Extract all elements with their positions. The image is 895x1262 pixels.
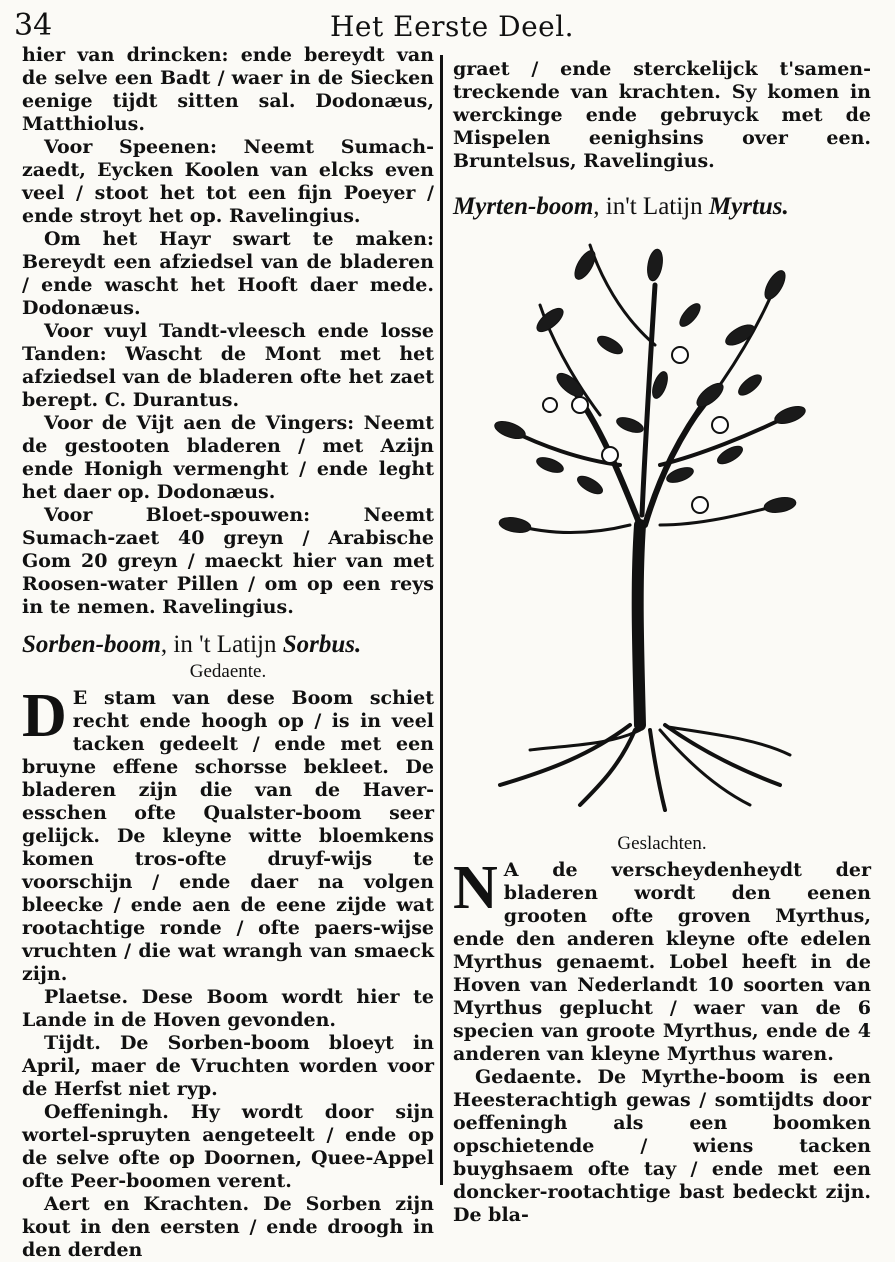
paragraph-text: E stam van dese Boom schiet recht ende hoogh op / is in veel tacken gedeelt / ende met een bruyne effene schorsse bekleet. De bladeren zijn die van de Haver-esschen ofte Qualster-boom seer gelijck. De kleyne witte bloemkens komen tros-ofte druyf-wijs te voorschijn / ende daer na volgen bleecke / ende aen de eene zijde wat rootachtige ronde / ofte paers-wijse vruchten / die wat wrangh van smaeck zijn. xyxy=(22,687,434,985)
right-column xyxy=(453,58,871,222)
page-header xyxy=(0,0,895,50)
drop-capital: N xyxy=(453,854,498,922)
section-name: Myrten-boom xyxy=(453,193,594,220)
paragraph-text: A de verscheydenheydt der bladeren wordt den eenen grooten ofte groven Myrthus, ende den anderen kleyne ofte edelen Myrthus genaemt. Lobel heeft in de Hoven van Nederlandt 10 soorten van Myrthus geplucht / waer van de 6 specien van groote Myrthus, ende de 4 anderen van kleyne Myrthus waren. xyxy=(453,859,871,1065)
section-connector: , in 't Latijn xyxy=(160,631,283,658)
section-latin: Sorbus. xyxy=(282,631,362,658)
section-latin: Myrtus. xyxy=(708,193,789,220)
myrtle-tree-woodcut xyxy=(490,225,840,815)
running-title: Het Eerste Deel. xyxy=(330,10,575,43)
drop-capital: D xyxy=(22,682,67,750)
paragraph-with-initial xyxy=(453,854,871,1066)
column-divider xyxy=(440,55,443,1185)
paragraph: Oeffeningh. Hy wordt door sijn wortel-spruyten aengeteelt / ende op de selve ofte op Doornen, Quee-Appel ofte Peer-boomen verent. xyxy=(22,1101,434,1192)
paragraph: Voor Bloet-spouwen: Neemt Sumach-zaet 40 greyn / Arabische Gom 20 greyn / maeckt hier van met Roosen-water Pillen / om op een reys in te nemen. Ravelingius. xyxy=(22,504,434,618)
section-connector: , in't Latijn xyxy=(593,193,709,220)
section-name: Sorben-boom xyxy=(22,631,161,658)
paragraph-with-initial xyxy=(22,682,434,986)
subheading: Geslachten. xyxy=(617,833,707,854)
subheading: Gedaente. xyxy=(189,661,267,682)
page-number: 34 xyxy=(14,8,53,43)
paragraph: hier van drincken: ende bereydt van de selve een Badt / waer in de Siecken eenige tijdt sitten sal. Dodonæus, Matthiolus. xyxy=(22,44,434,135)
paragraph: Voor de Vijt aen de Vingers: Neemt de gestooten bladeren / met Azijn ende Honigh vermenght / ende leght het daer op. Dodonæus. xyxy=(22,412,434,503)
paragraph: graet / ende sterckelijck t'samen-treckende van krachten. Sy komen in werckinge ende gebruyck met de Mispelen eenighsins over een. Bruntelsus, Ravelingius. xyxy=(453,58,871,172)
paragraph: Tijdt. De Sorben-boom bloeyt in April, maer de Vruchten worden voor de Herfst niet ryp. xyxy=(22,1032,434,1100)
section-heading xyxy=(22,633,434,656)
paragraph: Voor vuyl Tandt-vleesch ende losse Tanden: Wascht de Mont met het afziedsel van de bladeren ofte het zaet berept. C. Durantus. xyxy=(22,320,434,411)
section-heading xyxy=(453,195,871,218)
left-column xyxy=(22,44,434,1262)
right-column-lower xyxy=(453,832,871,1227)
paragraph: Plaetse. Dese Boom wordt hier te Lande in de Hoven gevonden. xyxy=(22,986,434,1031)
paragraph: Gedaente. De Myrthe-boom is een Heesterachtigh gewas / somtijdts door oeffeningh als een boomken opschietende / wiens tacken buyghsaem ofte tay / ende met een doncker-rootachtige bast bedeckt zijn. De bla- xyxy=(453,1066,871,1226)
paragraph: Voor Speenen: Neemt Sumach-zaedt, Eycken Koolen van elcks even veel / stoot het tot een fijn Poeyer / ende stroyt het op. Ravelingius. xyxy=(22,136,434,227)
paragraph: Om het Hayr swart te maken: Bereydt een afziedsel van de bladeren / ende wascht het Hooft daer mede. Dodonæus. xyxy=(22,228,434,319)
paragraph: Aert en Krachten. De Sorben zijn kout in den eersten / ende droogh in den derden xyxy=(22,1193,434,1261)
